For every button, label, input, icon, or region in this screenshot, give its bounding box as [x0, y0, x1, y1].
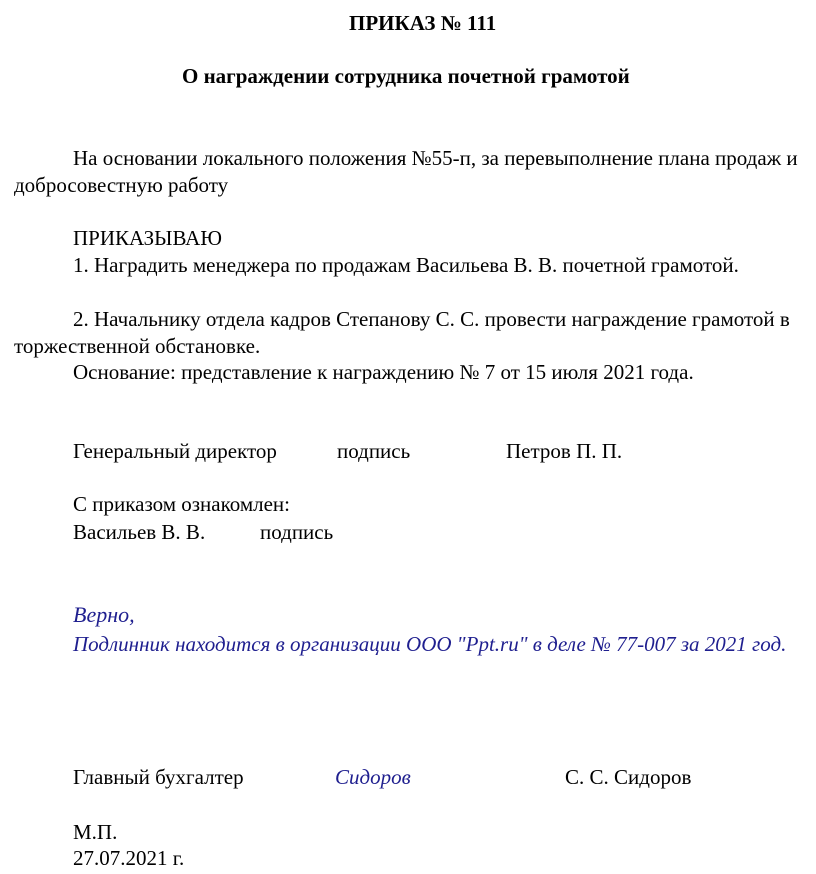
order-title: ПРИКАЗ № 111	[349, 11, 497, 35]
order-subtitle: О награждении сотрудника почетной грамотой	[182, 64, 630, 88]
director-position: Генеральный директор	[73, 439, 277, 463]
stamp-place: М.П.	[73, 820, 118, 844]
director-signature: подпись	[337, 439, 411, 463]
basis-line: Основание: представление к награждению № 7 от 15 июля 2021 года.	[73, 360, 694, 384]
accountant-signature: Сидоров	[335, 765, 411, 789]
order-item-1: 1. Наградить менеджера по продажам Васильева В. В. почетной грамотой.	[73, 253, 739, 277]
acknowledged-signature: подпись	[260, 520, 334, 544]
original-location-note: Подлинник находится в организации ООО "Ppt.ru" в деле № 77-007 за 2021 год.	[73, 632, 787, 656]
order-item-2: 2. Начальнику отдела кадров Степанову С. С. провести награждение грамотой в торжественной обстановке.	[14, 307, 790, 358]
order-word: ПРИКАЗЫВАЮ	[73, 226, 222, 250]
document-date: 27.07.2021 г.	[73, 846, 185, 870]
director-name: Петров П. П.	[506, 439, 623, 463]
preamble-paragraph: На основании локального положения №55-п, за перевыполнение плана продаж и добросовестную работу	[14, 146, 798, 197]
acknowledged-name: Васильев В. В.	[73, 520, 206, 544]
accountant-name: С. С. Сидоров	[565, 765, 692, 789]
verified-mark: Верно,	[73, 602, 135, 627]
accountant-position: Главный бухгалтер	[73, 765, 244, 789]
acknowledged-label: С приказом ознакомлен:	[73, 492, 291, 516]
